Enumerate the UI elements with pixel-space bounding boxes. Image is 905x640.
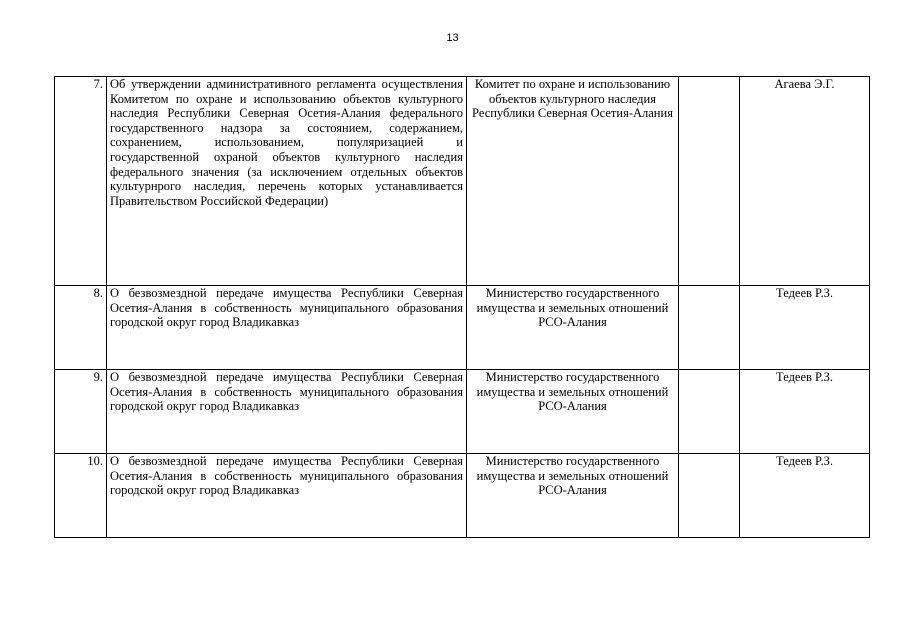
row-number: 9. (55, 370, 107, 454)
row-organization: Министерство государственного имущества и земельных отношений РСО-Алания (467, 286, 679, 370)
row-title: О безвозмездной передаче имущества Республики Северная Осетия-Алания в собственность муниципального образования городской округ город Владикавказ (107, 370, 467, 454)
row-responsible: Тедеев Р.З. (740, 370, 870, 454)
page-number: 13 (446, 32, 459, 44)
agenda-table (54, 76, 870, 538)
row-empty-cell (679, 454, 740, 538)
row-empty-cell (679, 370, 740, 454)
row-responsible: Тедеев Р.З. (740, 454, 870, 538)
row-empty-cell (679, 77, 740, 286)
row-number: 8. (55, 286, 107, 370)
row-title: О безвозмездной передаче имущества Республики Северная Осетия-Алания в собственность муниципального образования городской округ город Владикавказ (107, 454, 467, 538)
row-title: О безвозмездной передаче имущества Республики Северная Осетия-Алания в собственность муниципального образования городской округ город Владикавказ (107, 286, 467, 370)
row-title: Об утверждении административного регламента осуществления Комитетом по охране и использованию объектов культурного наследия Республики Северная Осетия-Алания федерального государственного надзора за состоянием, содержанием, сохранением, использованием, популяризацией и государственной охраной объектов культурного наследия федерального значения (за исключением отдельных объектов культурнрого наследия, перечень которых устанавливается Правительством Российской Федерации) (107, 77, 467, 286)
row-empty-cell (679, 286, 740, 370)
row-organization: Министерство государственного имущества и земельных отношений РСО-Алания (467, 454, 679, 538)
table-row (55, 77, 870, 286)
row-number: 7. (55, 77, 107, 286)
table-row (55, 454, 870, 538)
row-responsible: Тедеев Р.З. (740, 286, 870, 370)
row-organization: Комитет по охране и использованию объектов культурного наследия Республики Северная Осетия-Алания (467, 77, 679, 286)
table-row (55, 286, 870, 370)
table-row (55, 370, 870, 454)
row-number: 10. (55, 454, 107, 538)
row-organization: Министерство государственного имущества и земельных отношений РСО-Алания (467, 370, 679, 454)
row-responsible: Агаева Э.Г. (740, 77, 870, 286)
